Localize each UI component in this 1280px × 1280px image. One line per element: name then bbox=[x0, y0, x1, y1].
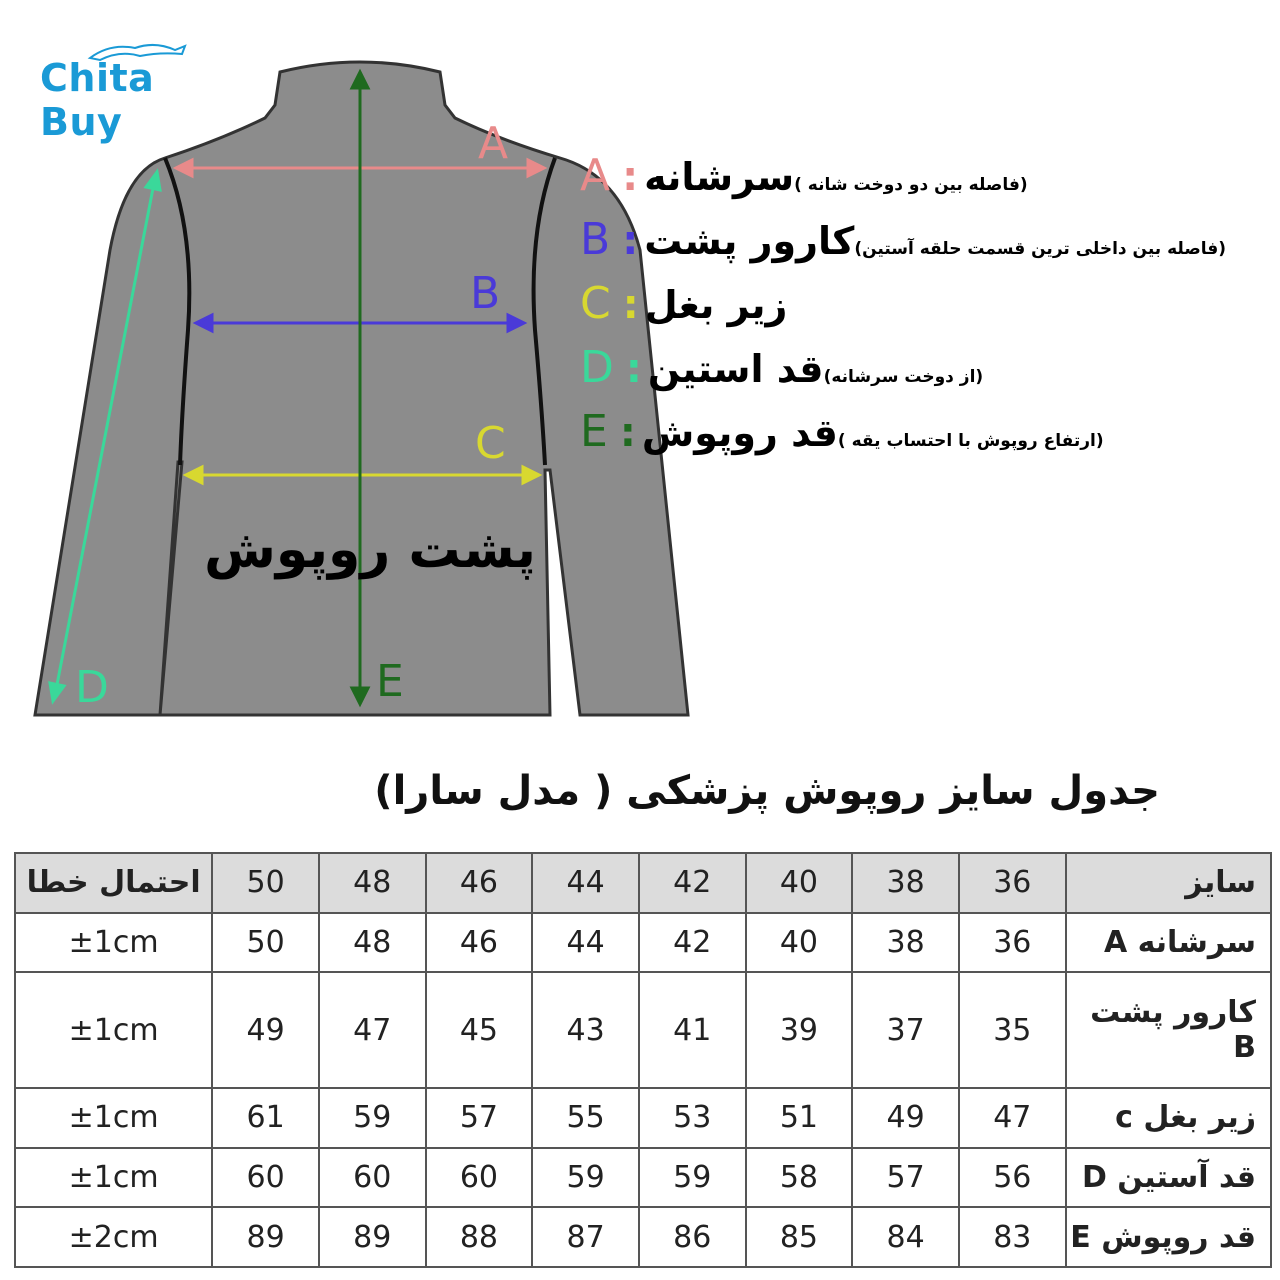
value-cell: 89 bbox=[319, 1207, 426, 1267]
legend-row-c: C : زیر بغل bbox=[580, 278, 788, 329]
value-cell: 53 bbox=[639, 1088, 746, 1148]
value-cell: 41 bbox=[639, 972, 746, 1088]
row-label: قد آستین D bbox=[1066, 1148, 1271, 1208]
value-cell: 49 bbox=[852, 1088, 959, 1148]
value-cell: 58 bbox=[746, 1148, 853, 1208]
table-row bbox=[15, 1148, 1271, 1208]
value-cell: 61 bbox=[212, 1088, 319, 1148]
legend-row-b: B : کارور پشت (فاصله بین داخلی ترین قسمت حلقه آستین) bbox=[580, 214, 1227, 265]
legend-note: (از دوخت سرشانه) bbox=[823, 367, 984, 387]
size-header: 46 bbox=[426, 853, 533, 913]
tolerance-cell: ±1cm bbox=[15, 1148, 212, 1208]
legend-row-a: A : سرشانه (فاصله بین دو دوخت شانه ) bbox=[580, 150, 1028, 201]
mark-d: D bbox=[75, 662, 109, 713]
value-cell: 40 bbox=[746, 913, 853, 973]
row-label: کارور پشت B bbox=[1066, 972, 1271, 1088]
tolerance-cell: ±1cm bbox=[15, 1088, 212, 1148]
legend-term: قد استین bbox=[647, 347, 824, 391]
value-cell: 43 bbox=[532, 972, 639, 1088]
value-cell: 60 bbox=[426, 1148, 533, 1208]
value-cell: 86 bbox=[639, 1207, 746, 1267]
value-cell: 83 bbox=[959, 1207, 1066, 1267]
table-row bbox=[15, 913, 1271, 973]
legend-term: قد روپوش bbox=[641, 411, 838, 455]
legend-letter: D bbox=[580, 342, 614, 393]
table-row bbox=[15, 1088, 1271, 1148]
value-cell: 59 bbox=[532, 1148, 639, 1208]
value-cell: 42 bbox=[639, 913, 746, 973]
value-cell: 47 bbox=[319, 972, 426, 1088]
size-header: 44 bbox=[532, 853, 639, 913]
legend-row-d: D : قد استین (از دوخت سرشانه) bbox=[580, 342, 984, 393]
legend-letter: B bbox=[580, 214, 611, 265]
size-header: 50 bbox=[212, 853, 319, 913]
legend-row-e: E : قد روپوش (ارتفاع روپوش با احتساب یقه ) bbox=[580, 406, 1104, 457]
value-cell: 88 bbox=[426, 1207, 533, 1267]
brand-name: Chita Buy bbox=[40, 56, 155, 144]
legend-note: (فاصله بین دو دوخت شانه ) bbox=[794, 175, 1028, 195]
value-cell: 57 bbox=[426, 1088, 533, 1148]
size-label-header: سایز bbox=[1066, 853, 1271, 913]
value-cell: 59 bbox=[639, 1148, 746, 1208]
value-cell: 59 bbox=[319, 1088, 426, 1148]
value-cell: 87 bbox=[532, 1207, 639, 1267]
size-header: 38 bbox=[852, 853, 959, 913]
value-cell: 85 bbox=[746, 1207, 853, 1267]
tolerance-cell: ±1cm bbox=[15, 913, 212, 973]
mark-a: A bbox=[478, 118, 509, 169]
measurement-legend bbox=[570, 150, 1250, 470]
mark-c: C bbox=[475, 418, 506, 469]
legend-note: (ارتفاع روپوش با احتساب یقه ) bbox=[837, 431, 1104, 451]
legend-letter: A bbox=[580, 150, 611, 201]
tolerance-header: احتمال خطا bbox=[15, 853, 212, 913]
mark-e: E bbox=[376, 656, 404, 707]
value-cell: 36 bbox=[959, 913, 1066, 973]
value-cell: 84 bbox=[852, 1207, 959, 1267]
mark-b: B bbox=[470, 268, 501, 319]
size-header: 42 bbox=[639, 853, 746, 913]
size-header: 40 bbox=[746, 853, 853, 913]
legend-letter: E bbox=[580, 406, 608, 457]
value-cell: 57 bbox=[852, 1148, 959, 1208]
legend-term: سرشانه bbox=[644, 155, 795, 199]
value-cell: 45 bbox=[426, 972, 533, 1088]
jacket-caption: پشت روپوش bbox=[204, 520, 536, 580]
legend-term: کارور پشت bbox=[644, 219, 855, 263]
value-cell: 35 bbox=[959, 972, 1066, 1088]
row-label: زیر بغل c bbox=[1066, 1088, 1271, 1148]
size-header: 36 bbox=[959, 853, 1066, 913]
value-cell: 48 bbox=[319, 913, 426, 973]
value-cell: 55 bbox=[532, 1088, 639, 1148]
table-title: جدول سایز روپوش پزشکی ( مدل سارا) bbox=[374, 768, 1160, 814]
value-cell: 39 bbox=[746, 972, 853, 1088]
legend-term: زیر بغل bbox=[644, 283, 788, 327]
legend-note: (فاصله بین داخلی ترین قسمت حلقه آستین) bbox=[854, 239, 1227, 259]
size-header: 48 bbox=[319, 853, 426, 913]
value-cell: 44 bbox=[532, 913, 639, 973]
value-cell: 89 bbox=[212, 1207, 319, 1267]
legend-letter: C bbox=[580, 278, 611, 329]
table-row bbox=[15, 972, 1271, 1088]
value-cell: 37 bbox=[852, 972, 959, 1088]
row-label: قد روپوش E bbox=[1066, 1207, 1271, 1267]
value-cell: 56 bbox=[959, 1148, 1066, 1208]
value-cell: 46 bbox=[426, 913, 533, 973]
table-header-row bbox=[15, 853, 1271, 913]
value-cell: 49 bbox=[212, 972, 319, 1088]
tolerance-cell: ±1cm bbox=[15, 972, 212, 1088]
value-cell: 60 bbox=[212, 1148, 319, 1208]
value-cell: 50 bbox=[212, 913, 319, 973]
row-label: سرشانه A bbox=[1066, 913, 1271, 973]
tolerance-cell: ±2cm bbox=[15, 1207, 212, 1267]
size-table bbox=[14, 852, 1272, 1268]
value-cell: 47 bbox=[959, 1088, 1066, 1148]
table-row bbox=[15, 1207, 1271, 1267]
value-cell: 38 bbox=[852, 913, 959, 973]
value-cell: 51 bbox=[746, 1088, 853, 1148]
value-cell: 60 bbox=[319, 1148, 426, 1208]
